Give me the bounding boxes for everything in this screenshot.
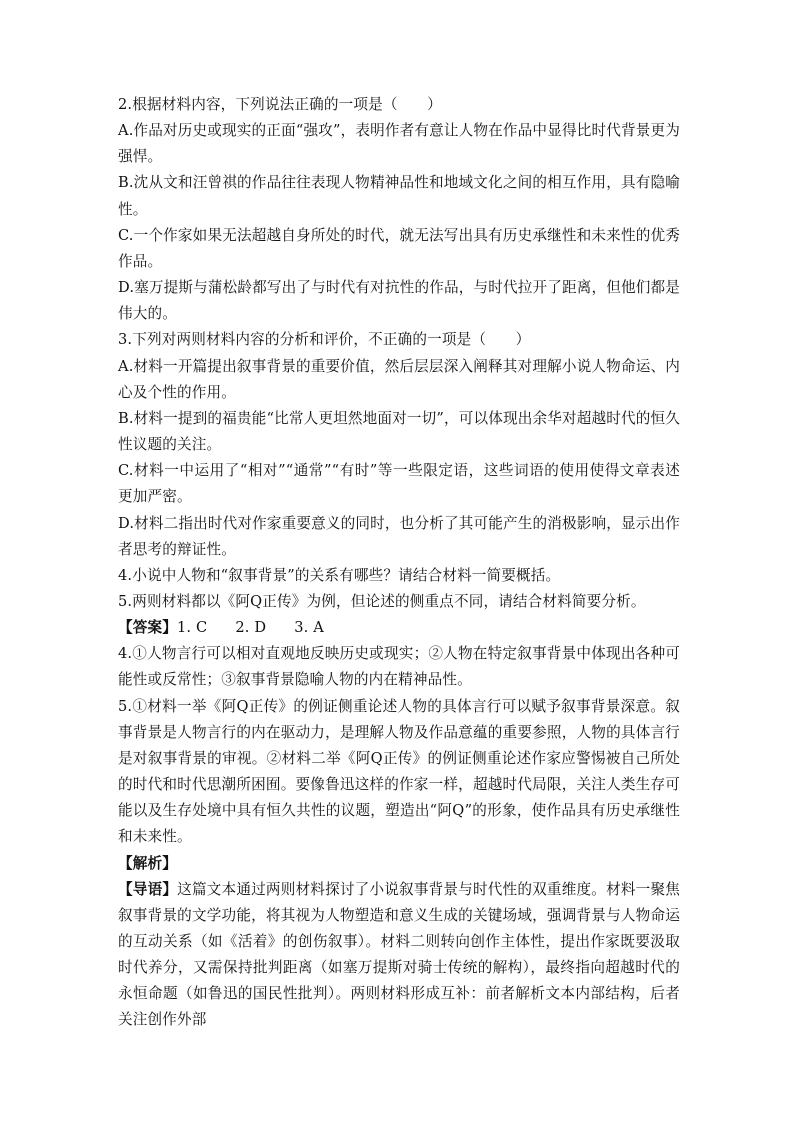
analysis-guide [118, 877, 680, 1034]
question-2-option-c: C.一个作家如果无法超越自身所处的时代，就无法写出具有历史承继性和未来性的优秀作品。 [118, 226, 680, 270]
question-5-stem: 5.两则材料都以《阿Q正传》为例，但论述的侧重点不同，请结合材料简要分析。 [118, 592, 646, 610]
answer-5: 5.①材料一举《阿Q正传》的例证侧重论述人物的具体言行可以赋予叙事背景深意。叙事背景是人物言行的内在驱动力，是理解人物及作品意蕴的重要参照，人物的具体言行是对叙事背景的审视。②材料二举《阿Q正传》的例证侧重论述作家应警惕被自己所处的时代和时代思潮所困囿。要像鲁迅这样的作家一样，超越时代局限，关注人类生存可能以及生存处境中具有恒久共性的议题，塑造出“阿Q”的形象，使作品具有历史承继性和未来性。 [118, 697, 680, 846]
answer-1: 1. C [176, 619, 208, 637]
answer-2: 2. D [235, 619, 267, 637]
guide-text: 这篇文本通过两则材料探讨了小说叙事背景与时代性的双重维度。材料一聚焦叙事背景的文学功能，将其视为人物塑造和意义生成的关键场域，强调背景与人物命运的互动关系（如《活着》的创伤叙事）。材料二则转向创作主体性，提出作家既要汲取时代养分，又需保持批判距离（如塞万提斯对骑士传统的解构），最终指向超越时代的永恒命题（如鲁迅的国民性批判）。两则材料形成互补：前者解析文本内部结构，后者关注创作外部 [118, 880, 680, 1029]
question-2-stem: 2.根据材料内容，下列说法正确的一项是（ ） [118, 96, 442, 113]
question-3-option-c: C.材料一中运用了“相对”“通常”“有时”等一些限定语，这些词语的使用使得文章表述更加严密。 [118, 462, 680, 506]
answer-label: 【答案】 [118, 619, 177, 637]
question-3-option-b: B.材料一提到的福贵能“比常人更坦然地面对一切”，可以体现出余华对超越时代的恒久性议题的关注。 [118, 409, 680, 454]
question-2-option-b: B.沈从文和汪曾祺的作品往往表现人物精神品性和地域文化之间的相互作用，具有隐喻性。 [118, 174, 680, 218]
guide-label: 【导语】 [118, 880, 178, 898]
document-page [118, 92, 680, 1034]
answer-line [118, 615, 680, 641]
answer-3: 3. A [294, 619, 324, 637]
question-3-option-d: D.材料二指出时代对作家重要意义的同时，也分析了其可能产生的消极影响，显示出作者思考的辩证性。 [118, 514, 680, 558]
answer-4: 4.①人物言行可以相对直观地反映历史或现实；②人物在特定叙事背景中体现出各种可能性或反常性；③叙事背景隐喻人物的内在精神品性。 [118, 645, 680, 689]
question-2-option-d: D.塞万提斯与蒲松龄都写出了与时代有对抗性的作品，与时代拉开了距离，但他们都是伟大的。 [118, 279, 680, 323]
question-2-option-a: A.作品对历史或现实的正面“强攻”，表明作者有意让人物在作品中显得比时代背景更为强悍。 [118, 122, 680, 166]
question-3-option-a: A.材料一开篇提出叙事背景的重要价值，然后层层深入阐释其对理解小说人物命运、内心及个性的作用。 [118, 357, 680, 401]
question-3-stem: 3.下列对两则材料内容的分析和评价，不正确的一项是（ ） [118, 331, 531, 349]
question-4-stem: 4.小说中人物和“叙事背景”的关系有哪些？请结合材料一简要概括。 [118, 566, 561, 584]
analysis-label: 【解析】 [118, 854, 177, 872]
